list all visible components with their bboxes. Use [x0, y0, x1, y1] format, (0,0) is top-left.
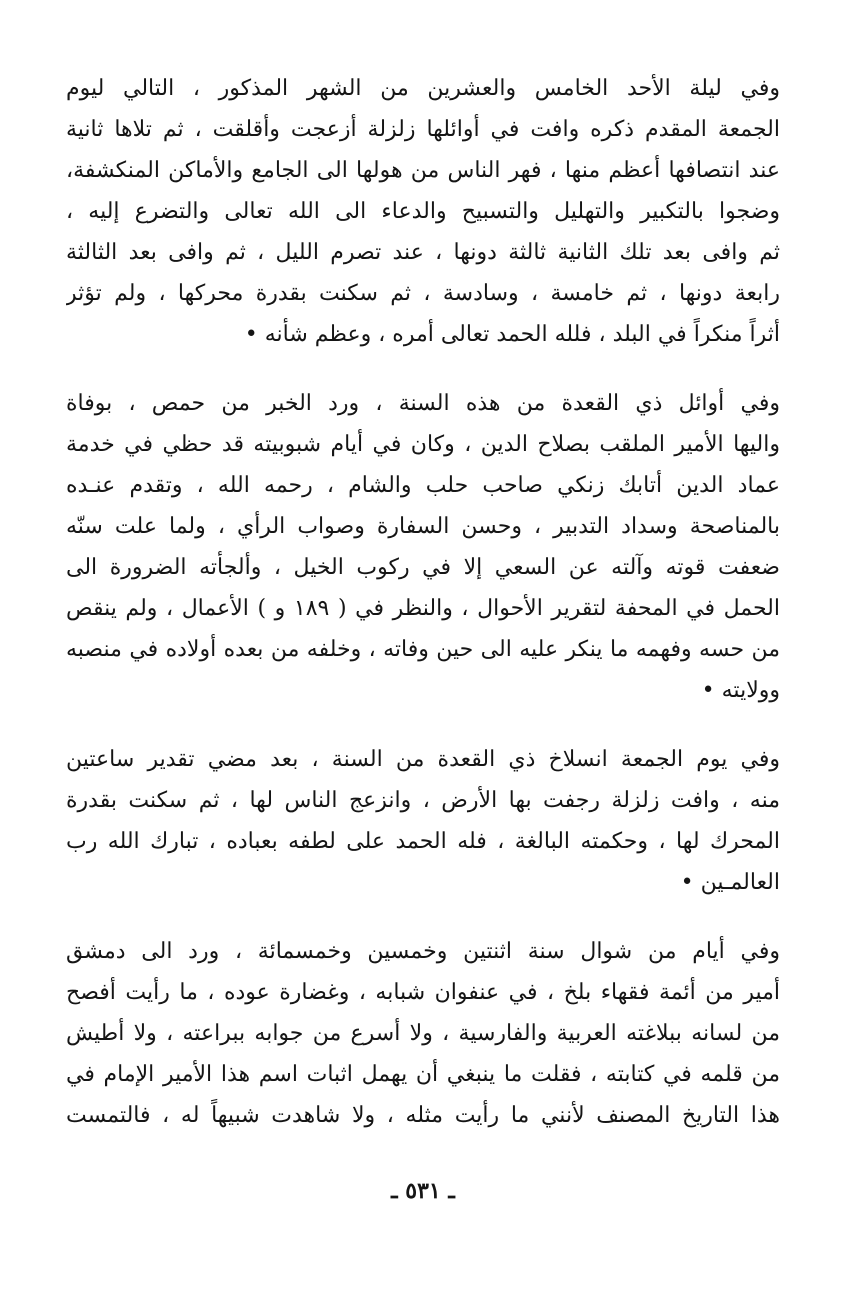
text-line: من قلمه في كتابته ، فقلت ما ينبغي أن يهمل اثبات اسم هذا الأمير الإمام في [66, 1062, 780, 1087]
text-line: ثم وافى بعد تلك الثانية ثالثة دونها ، عند تصرم الليل ، ثم وافى بعد الثالثة [66, 240, 780, 265]
text-line: المحرك لها ، وحكمته البالغة ، فله الحمد على لطفه بعباده ، تبارك الله رب [66, 829, 780, 854]
text-line: أثراً منكراً في البلد ، فلله الحمد تعالى أمره ، وعظم شأنه • [244, 322, 780, 347]
paragraph-gap [66, 711, 780, 739]
text-line: واليها الأمير الملقب بصلاح الدين ، وكان في أيام شبوبيته قد حظي في خدمة [66, 432, 780, 457]
paragraph-homs-governor [66, 383, 780, 711]
text-line: عند انتصافها أعظم منها ، فهر الناس من هولها الى الجامع والأماكن المنكشفة، [66, 158, 780, 183]
paragraph-gap [66, 903, 780, 931]
text-line: من حسه وفهمه ما ينكر عليه الى حين وفاته ، وخلفه من بعده أولاده في منصبه [66, 637, 780, 662]
text-line: من لسانه ببلاغته العربية والفارسية ، ولا أسرع من جوابه ببراعته ، ولا أطيش [66, 1021, 780, 1046]
paragraph-gap [66, 355, 780, 383]
text-line: الجمعة المقدم ذكره وافت في أوائلها زلزلة أزعجت وأقلقت ، ثم تلاها ثانية [66, 117, 780, 142]
text-line: رابعة دونها ، ثم خامسة ، وسادسة ، ثم سكنت بقدرة محركها ، ولم تؤثر [66, 281, 780, 306]
text-line: وفي يوم الجمعة انسلاخ ذي القعدة من السنة ، بعد مضي تقدير ساعتين [66, 747, 780, 772]
text-line: هذا التاريخ المصنف لأنني ما رأيت مثله ، ولا شاهدت شبيهاً له ، فالتمست [66, 1103, 780, 1128]
text-line: وفي أيام من شوال سنة اثنتين وخمسين وخمسمائة ، ورد الى دمشق [66, 939, 780, 964]
paragraph-earthquake-friday [66, 739, 780, 903]
text-line: منه ، وافت زلزلة رجفت بها الأرض ، وانزعج الناس لها ، ثم سكنت بقدرة [66, 788, 780, 813]
text-line: وولايته • [701, 678, 780, 703]
text-line: الحمل في المحفة لتقرير الأحوال ، والنظر في ( ١٨٩ و ) الأعمال ، ولم ينقص [66, 596, 780, 621]
text-line: وفي ليلة الأحد الخامس والعشرين من الشهر المذكور ، التالي ليوم [66, 76, 780, 101]
text-line: وفي أوائل ذي القعدة من هذه السنة ، ورد الخبر من حمص ، بوفاة [66, 391, 780, 416]
page-number: ـ ٥٣١ ـ [391, 1178, 455, 1204]
body-text [66, 68, 780, 1136]
text-line: أمير من أئمة فقهاء بلخ ، في عنفوان شبابه ، وغضارة عوده ، ما رأيت أفصح [66, 980, 780, 1005]
text-line: وضجوا بالتكبير والتهليل والتسبيح والدعاء الى الله تعالى والتضرع إليه ، [66, 199, 780, 224]
text-line: عماد الدين أتابك زنكي صاحب حلب والشام ، رحمه الله ، وتقدم عنـده [66, 473, 780, 498]
text-line: بالمناصحة وسداد التدبير ، وحسن السفارة وصواب الرأي ، ولما علت سنّه [66, 514, 780, 539]
paragraph-earthquake-sunday [66, 68, 780, 355]
paragraph-balkh-scholar [66, 931, 780, 1136]
text-line: العالمـين • [680, 870, 780, 895]
text-line: ضعفت قوته وآلته عن السعي إلا في ركوب الخيل ، وألجأته الضرورة الى [66, 555, 780, 580]
